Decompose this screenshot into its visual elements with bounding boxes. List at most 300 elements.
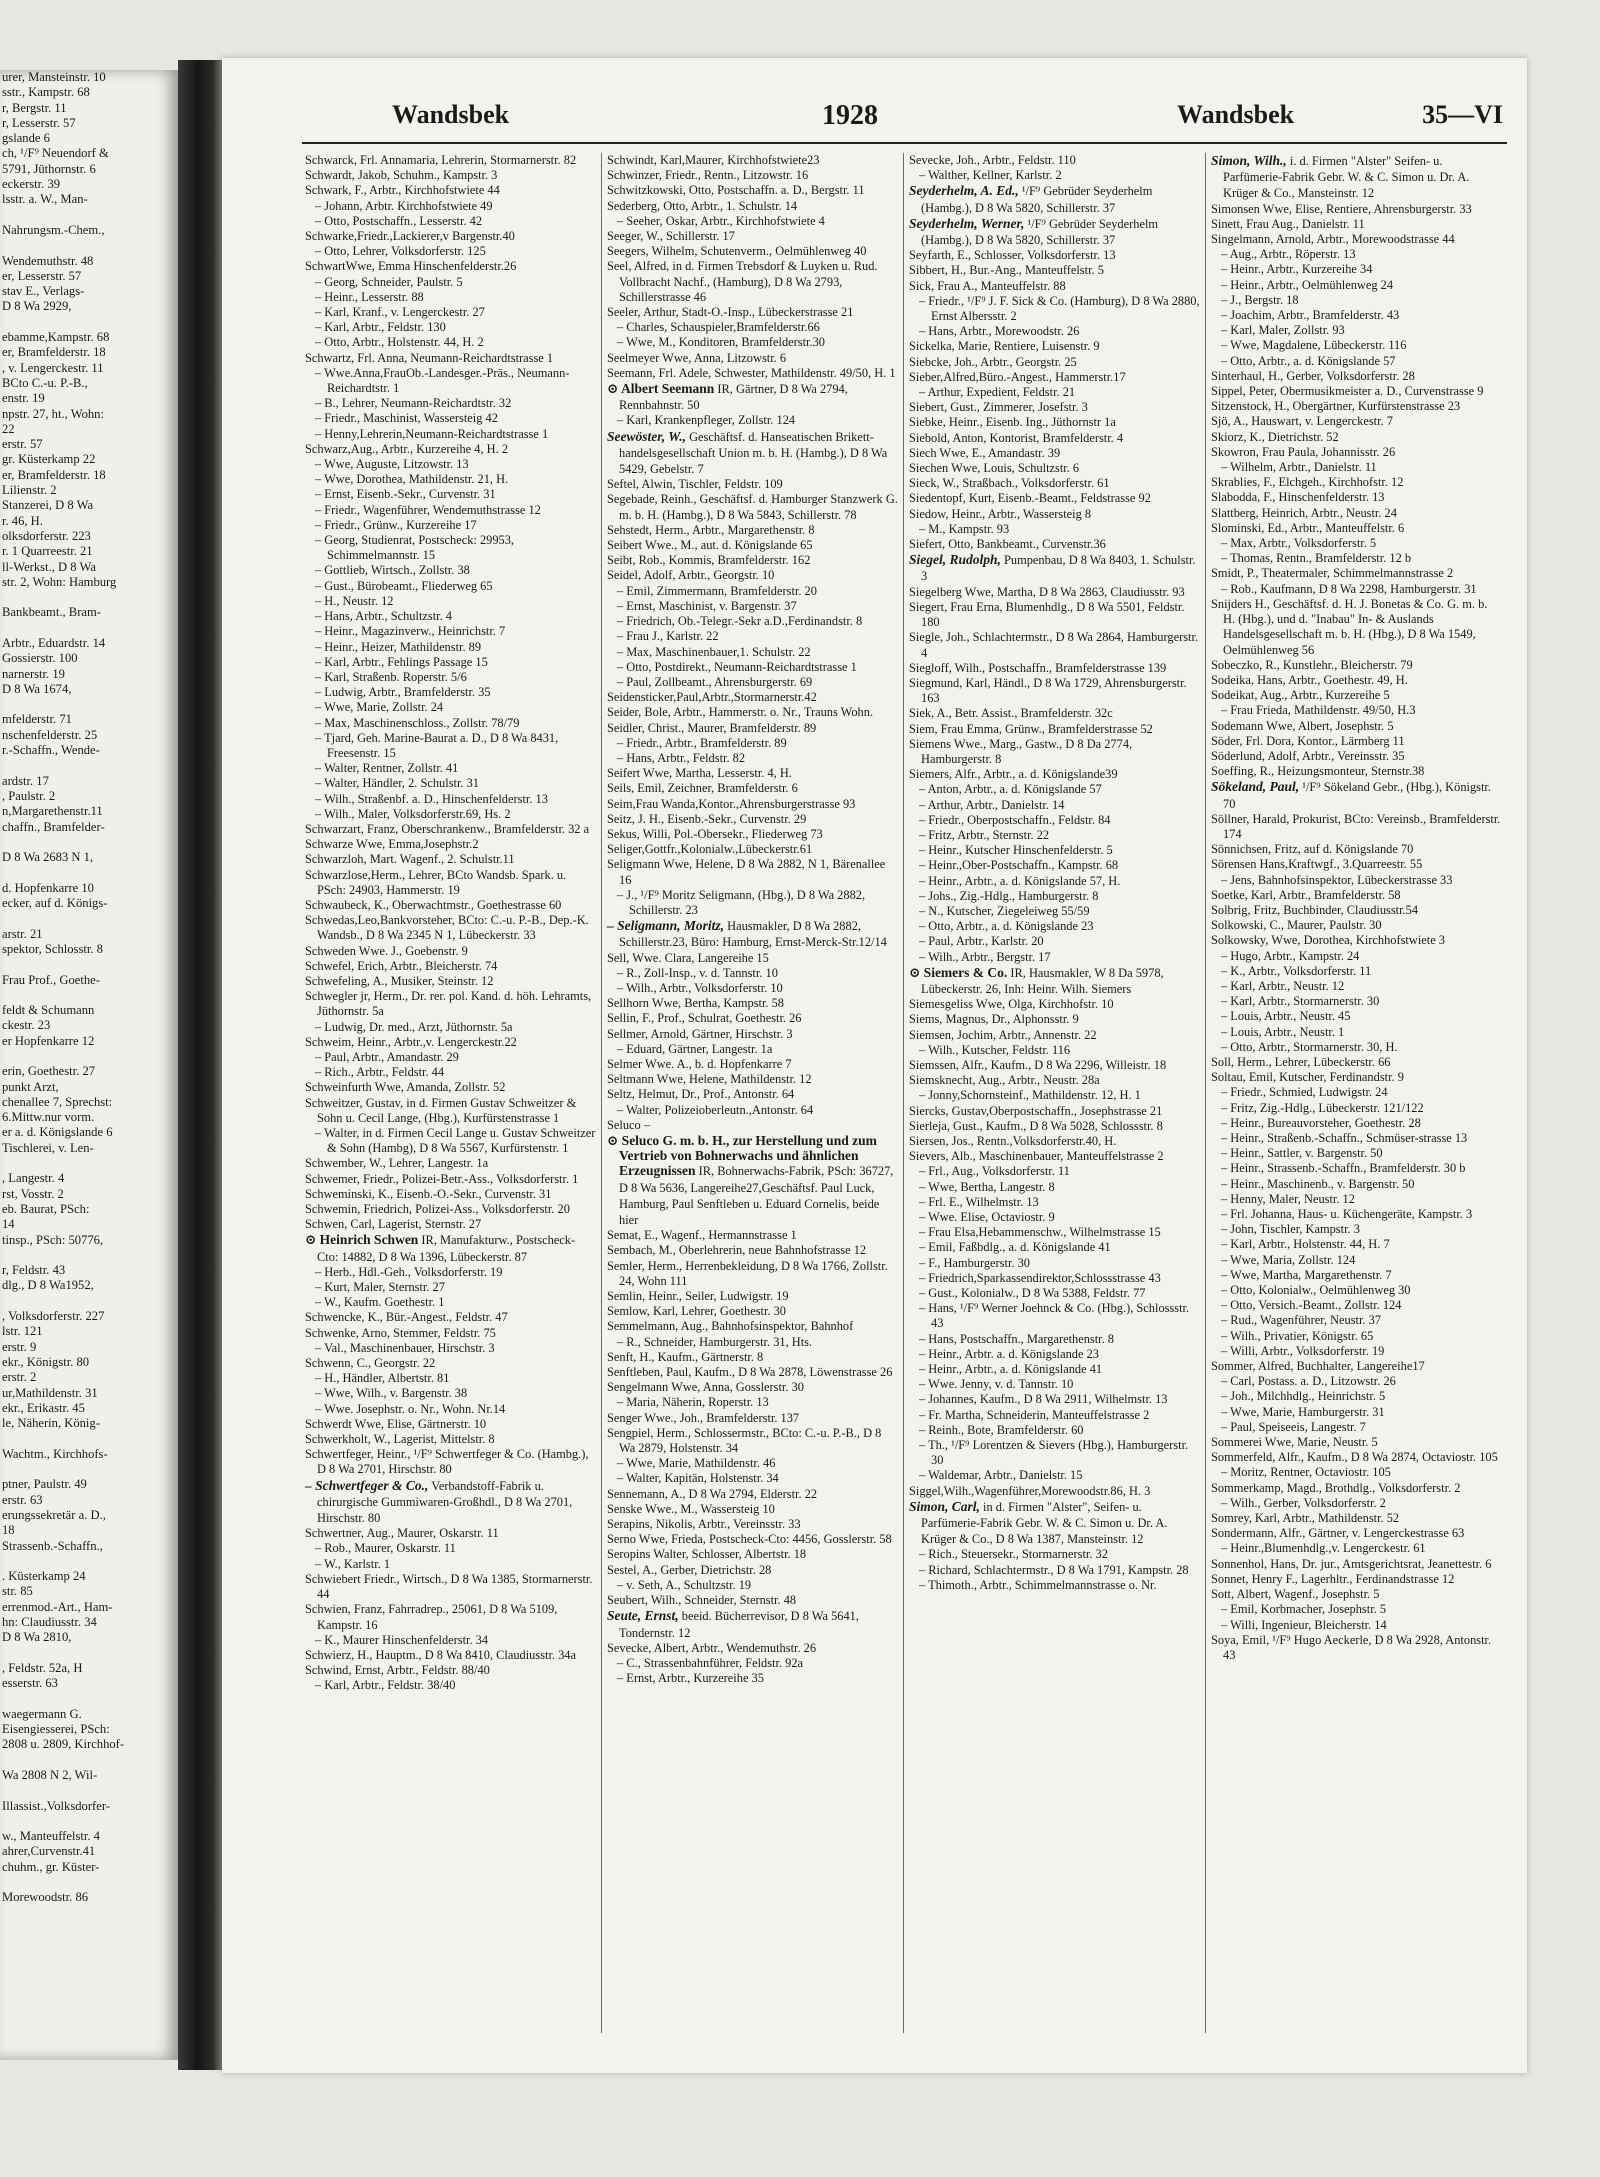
entry-name: – Heinr., Bureauvorsteher, Goethestr. 28	[1221, 1115, 1421, 1130]
entry-name: Schwerdt Wwe, Elise, Gärtnerstr. 10	[305, 1416, 487, 1431]
directory-entry	[909, 1332, 1200, 1347]
entry-name: Soya, Emil, ¹/F⁹ Hugo Aeckerle, D 8 Wa 2928, Antonstr. 43	[1211, 1632, 1492, 1662]
directory-entry	[607, 981, 898, 996]
directory-entry	[1211, 521, 1502, 536]
left-page-line: arstr. 21	[2, 926, 43, 941]
directory-entry	[1211, 1526, 1502, 1541]
directory-entry	[305, 1678, 596, 1693]
directory-entry	[305, 214, 596, 229]
directory-entry	[305, 807, 596, 822]
directory-entry	[909, 1271, 1200, 1286]
entry-name: – Karl, Maler, Zollstr. 93	[1221, 323, 1345, 338]
entry-name: Siegel, Rudolph,	[909, 552, 1001, 568]
left-page-line	[0, 1875, 178, 1890]
directory-entry	[607, 751, 898, 766]
directory-entry	[909, 1377, 1200, 1392]
directory-entry	[1211, 293, 1502, 308]
entry-name: – Wwe, Magdalene, Lübeckerstr. 116	[1221, 338, 1407, 353]
directory-entry	[305, 1417, 596, 1432]
directory-entry	[909, 552, 1200, 584]
directory-entry	[607, 305, 898, 320]
directory-entry	[305, 640, 596, 655]
directory-entry	[305, 518, 596, 533]
entry-name: Siebold, Anton, Kontorist, Bramfelderstr. 4	[909, 430, 1124, 445]
entry-name: Soltau, Emil, Kutscher, Ferdinandstr. 9	[1211, 1070, 1404, 1085]
directory-entry	[1211, 323, 1502, 338]
entry-name: Siebert, Gust., Zimmerer, Josefstr. 3	[909, 400, 1088, 415]
directory-entry	[607, 1593, 898, 1608]
left-page-line: mfelderstr. 71	[2, 712, 72, 727]
entry-name: Semlin, Heinr., Seiler, Ludwigstr. 19	[607, 1289, 789, 1304]
entry-name: Siebke, Heinr., Eisenb. Ing., Jüthornstr 1a	[909, 415, 1116, 430]
directory-entry	[607, 842, 898, 857]
directory-entry	[1211, 1146, 1502, 1161]
left-page-line	[0, 1248, 178, 1263]
directory-entry	[607, 645, 898, 660]
left-page-line	[0, 1294, 178, 1309]
directory-entry	[607, 599, 898, 614]
directory-entry	[607, 1502, 898, 1517]
entry-name: – Frau Frieda, Mathildenstr. 49/50, H.3	[1221, 703, 1416, 718]
left-page-line: er, Bramfelderstr. 18	[2, 467, 106, 482]
entry-name: Seemann, Frl. Adele, Schwester, Mathildenstr. 49/50, H. 1	[607, 365, 896, 380]
entry-name: – Wwe, Maria, Zollstr. 124	[1221, 1252, 1356, 1267]
left-page-line: , Paulstr. 2	[2, 788, 56, 803]
entry-name: Siercks, Gustav,Oberpostschaffn., Josephstrasse 21	[909, 1103, 1163, 1118]
entry-details: IR, Gärtner, D 8 Wa 2794, Rennbahnstr. 50	[619, 382, 848, 413]
entry-name: – R., Schneider, Hamburgerstr. 31, Hts.	[617, 1334, 813, 1349]
entry-name: – Rob., Kaufmann, D 8 Wa 2298, Hamburgerstr. 31	[1221, 581, 1477, 596]
directory-entry	[1211, 1268, 1502, 1283]
entry-name: – Karl, Arbtr., Holstenstr. 44, H. 7	[1221, 1237, 1390, 1252]
entry-name: Sehstedt, Herm., Arbtr., Margarethenstr. 8	[607, 522, 815, 537]
directory-entry	[607, 523, 898, 538]
directory-entry	[607, 168, 898, 183]
directory-entry	[305, 1447, 596, 1477]
entry-name: Sellin, F., Prof., Schulrat, Goethestr. 26	[607, 1011, 802, 1026]
entry-name: Semmelmann, Aug., Bahnhofsinspektor, Bahnhof	[607, 1319, 854, 1334]
entry-name: – Jens, Bahnhofsinspektor, Lübeckerstrasse 33	[1221, 872, 1453, 887]
directory-entry	[1211, 1207, 1502, 1222]
entry-name: – Fritz, Arbtr., Sternstr. 22	[919, 827, 1050, 842]
directory-entry	[305, 153, 596, 168]
directory-entry	[607, 614, 898, 629]
entry-name: Schwertner, Aug., Maurer, Oskarstr. 11	[305, 1526, 499, 1541]
entry-name: – Heinr., Arbtr., a. d. Königslande 57, H.	[919, 873, 1121, 888]
entry-name: – Friedr., Arbtr., Bramfelderstr. 89	[617, 735, 787, 750]
left-page-line: gr. Küsterkamp 22	[2, 452, 96, 467]
directory-entry	[305, 427, 596, 442]
directory-entry	[305, 442, 596, 457]
directory-entry	[607, 1532, 898, 1547]
directory-entry	[305, 913, 596, 943]
directory-entry	[909, 1438, 1200, 1468]
entry-name: – Karl, Arbtr., Feldstr. 130	[315, 320, 446, 335]
directory-entry	[1211, 202, 1502, 217]
left-page-line: D 8 Wa 2683 N 1,	[2, 850, 94, 865]
entry-name: Sodemann Wwe, Albert, Josephstr. 5	[1211, 718, 1394, 733]
directory-entry	[607, 1395, 898, 1410]
entry-name: Sievers, Alb., Maschinenbauer, Manteuffelstrasse 2	[909, 1149, 1164, 1164]
entry-name: – Carl, Postass. a. D., Litzowstr. 26	[1221, 1374, 1396, 1389]
entry-name: – Ernst, Eisenb.-Sekr., Curvenstr. 31	[315, 487, 496, 502]
entry-name: – Friedr., Grünw., Kurzereihe 17	[315, 517, 477, 532]
directory-entry	[607, 335, 898, 350]
entry-name: – Eduard, Gärtner, Langestr. 1a	[617, 1041, 773, 1056]
left-page-line: lstr. 121	[2, 1324, 43, 1339]
directory-entry	[1211, 1541, 1502, 1556]
directory-entry	[909, 476, 1200, 491]
left-page-line	[0, 911, 178, 926]
left-page-line: dlg., D 8 Wa1952,	[2, 1278, 94, 1293]
directory-entry	[305, 1232, 596, 1264]
directory-entry	[607, 1641, 898, 1656]
entry-name: ⊙ Siemers & Co.	[909, 964, 1008, 980]
directory-entry	[909, 1195, 1200, 1210]
entry-name: – Otto, Arbtr., Stormarnerstr. 30, H.	[1221, 1039, 1398, 1054]
entry-name: Schwarzloh, Mart. Wagenf., 2. Schulstr.11	[305, 852, 515, 867]
entry-details: ¹/F⁹ Gebrüder Seyderhelm (Hambg.), D 8 Wa 5820, Schillerstr. 37	[921, 216, 1159, 248]
directory-entry	[909, 1058, 1200, 1073]
directory-entry	[607, 766, 898, 781]
entry-name: – Louis, Arbtr., Neustr. 45	[1221, 1009, 1351, 1024]
entry-name: – Fr. Martha, Schneiderin, Manteuffelstrasse 2	[919, 1407, 1150, 1422]
entry-name: – Johs., Zig.-Hdlg., Hamburgerstr. 8	[919, 888, 1099, 903]
entry-name: – Heinr., Heizer, Mathildenstr. 89	[315, 639, 482, 654]
directory-entry	[607, 1517, 898, 1532]
directory-entry	[1211, 597, 1502, 658]
left-page-line: . Küsterkamp 24	[2, 1569, 86, 1584]
directory-entry	[909, 919, 1200, 934]
directory-entry	[305, 989, 596, 1019]
left-page-line: urer, Mansteinstr. 10	[2, 70, 106, 84]
directory-entry	[607, 1608, 898, 1640]
entry-name: – Louis, Arbtr., Neustr. 1	[1221, 1024, 1345, 1039]
entry-name: – Wwe, Marie, Zollstr. 24	[315, 700, 444, 715]
entry-name: Schwenn, C., Georgstr. 22	[305, 1356, 436, 1371]
entry-name: – Karl, Arbtr., Fehlings Passage 15	[315, 654, 488, 669]
entry-name: Seropins Walter, Schlosser, Albertstr. 18	[607, 1547, 807, 1562]
entry-name: – Otto, Kolonialw., Oelmühlenweg 30	[1221, 1283, 1411, 1298]
directory-entry	[1211, 369, 1502, 384]
directory-entry	[305, 366, 596, 396]
directory-page	[222, 58, 1527, 2073]
left-page-line: le, Näherin, König-	[2, 1416, 100, 1431]
directory-entry	[909, 1104, 1200, 1119]
directory-entry	[909, 522, 1200, 537]
directory-entry	[305, 1265, 596, 1280]
directory-entry	[607, 413, 898, 428]
entry-details: ¹/F⁹ Sökeland Gebr., (Hbg.), Königstr. 70	[1223, 780, 1491, 811]
left-page-line: er a. d. Königslande 6	[2, 1125, 113, 1140]
entry-name: Schwemin, Friedrich, Polizei-Ass., Volksdorferstr. 20	[305, 1202, 570, 1217]
entry-name: Simon, Carl,	[909, 1498, 980, 1514]
entry-name: – Charles, Schauspieler,Bramfelderstr.66	[617, 320, 820, 335]
entry-name: – F., Hamburgerstr. 30	[919, 1255, 1030, 1270]
entry-name: – Georg, Schneider, Paulstr. 5	[315, 274, 463, 289]
entry-name: Sembach, M., Oberlehrerin, neue Bahnhofstrasse 12	[607, 1243, 867, 1258]
directory-entry	[909, 370, 1200, 385]
entry-name: – Heinr., Arbtr. a. d. Königslande 23	[919, 1346, 1099, 1361]
entry-name: – Hans, ¹/F⁹ Werner Joehnck & Co. (Hbg.), Schlossstr. 43	[919, 1301, 1190, 1331]
directory-entry	[1211, 566, 1502, 581]
entry-name: Schwarke,Friedr.,Lackierer,v Bargenstr.40	[305, 229, 515, 244]
left-page-line: gslande 6	[2, 131, 50, 146]
directory-entry	[607, 1072, 898, 1087]
entry-name: – Wwe, Auguste, Litzowstr. 13	[315, 457, 469, 472]
directory-entry	[1211, 1374, 1502, 1389]
directory-entry	[305, 1156, 596, 1171]
left-page-line	[0, 1431, 178, 1446]
directory-entry	[909, 168, 1200, 183]
directory-entry	[909, 1240, 1200, 1255]
entry-name: – Wwe, M., Konditoren, Bramfelderstr.30	[617, 335, 825, 350]
entry-name: Sonnenhol, Hans, Dr. jur., Amtsgerichtsrat, Jeanettestr. 6	[1211, 1556, 1492, 1571]
directory-entry	[1211, 964, 1502, 979]
entry-name: – Val., Maschinenbauer, Hirschstr. 3	[315, 1340, 495, 1355]
entry-name: – Wwe, Dorothea, Mathildenstr. 21, H.	[315, 472, 509, 487]
entry-name: Skowron, Frau Paula, Johannisstr. 26	[1211, 444, 1396, 459]
entry-name: Seyderhelm, Werner,	[909, 215, 1025, 231]
directory-entry	[1211, 1070, 1502, 1085]
entry-details: Geschäftsf. d. Hanseatischen Brikett-handelsgesellschaft Union m. b. H. (Hambg.), D 8 Wa 5429, Gebelstr. 7	[619, 429, 888, 477]
entry-name: Semler, Herm., Herrenbekleidung, D 8 Wa 1766, Zollstr. 24, Wohn 111	[607, 1258, 888, 1288]
directory-entry	[909, 600, 1200, 630]
directory-entry	[607, 827, 898, 842]
directory-entry	[607, 1243, 898, 1258]
entry-name: Siegelberg Wwe, Martha, D 8 Wa 2863, Claudiusstr. 93	[909, 584, 1185, 599]
entry-name: Seyderhelm, A. Ed.,	[909, 183, 1019, 199]
directory-entry	[909, 767, 1200, 782]
left-page-line: 18	[2, 1523, 15, 1538]
left-page-line: waegermann G.	[2, 1706, 82, 1721]
directory-entry	[607, 1289, 898, 1304]
directory-entry	[607, 214, 898, 229]
directory-entry	[305, 1080, 596, 1095]
left-page-line: er, Lesserstr. 57	[2, 268, 82, 283]
directory-entry	[607, 351, 898, 366]
entry-name: – v. Seth, A., Schultzstr. 19	[617, 1577, 752, 1592]
directory-entry	[305, 1295, 596, 1310]
directory-entry	[1211, 1329, 1502, 1344]
directory-entry	[909, 1210, 1200, 1225]
entry-name: Sellhorn Wwe, Bertha, Kampstr. 58	[607, 996, 784, 1011]
entry-name: Siemsknecht, Aug., Arbtr., Neustr. 28a	[909, 1073, 1100, 1088]
entry-name: ⊙ Albert Seemann	[607, 381, 715, 397]
entry-name: Schwien, Franz, Fahrradrep., 25061, D 8 Wa 5109, Kampstr. 16	[305, 1602, 558, 1632]
entry-name: Senftleben, Paul, Kaufm., D 8 Wa 2878, Löwenstrasse 26	[607, 1365, 893, 1380]
left-page-line: tinsp., PSch: 50776,	[2, 1232, 104, 1247]
directory-entry	[305, 396, 596, 411]
entry-name: Soll, Herm., Lehrer, Lübeckerstr. 66	[1211, 1054, 1391, 1069]
directory-entry	[1211, 1055, 1502, 1070]
entry-name: Sjö, A., Hauswart, v. Lengerckestr. 7	[1211, 414, 1393, 429]
left-page-line: str. 2, Wohn: Hamburg	[2, 574, 117, 589]
entry-name: Sekus, Willi, Pol.-Obersekr., Fliederweg 73	[607, 826, 823, 841]
directory-entry	[305, 1356, 596, 1371]
directory-entry	[909, 1225, 1200, 1240]
directory-entry	[305, 1541, 596, 1556]
left-page-line: ckestr. 23	[2, 1018, 51, 1033]
directory-entry	[909, 1392, 1200, 1407]
entry-name: Schwark, F., Arbtr., Kirchhofstwiete 44	[305, 183, 500, 198]
entry-name: Söder, Frl. Dora, Kontor., Lärmberg 11	[1211, 733, 1405, 748]
entry-name: – Rich., Arbtr., Feldstr. 44	[315, 1065, 445, 1080]
left-page-line: ecker, auf d. Königs-	[2, 896, 108, 911]
directory-entry	[1211, 857, 1502, 872]
left-page-line: w., Manteuffelstr. 4	[2, 1829, 100, 1844]
entry-name: Schweitzer, Gustav, in d. Firmen Gustav Schweitzer & Sohn u. Cecil Lange, (Hbg.), Kurfürstenstrasse 1	[305, 1095, 577, 1125]
header-page-number: 35—VI	[1422, 100, 1503, 129]
directory-entry	[1211, 153, 1502, 202]
left-page-line	[0, 1691, 178, 1706]
left-page-line: npstr. 27, ht., Wohn:	[2, 406, 104, 421]
left-page-line: rst, Vosstr. 2	[2, 1186, 64, 1201]
left-page-line: esserstr. 63	[2, 1676, 58, 1691]
entry-details: Hausmakler, D 8 Wa 2882, Schillerstr.23, Büro: Hamburg, Ernst-Merck-Str.12/14	[619, 919, 887, 950]
entry-name: Solkowsky, Wwe, Dorothea, Kirchhofstwiete 3	[1211, 933, 1445, 948]
left-page-line: enstr. 19	[2, 391, 45, 406]
entry-name: Schwefeling, A., Musiker, Steinstr. 12	[305, 973, 494, 988]
directory-entry	[1211, 1222, 1502, 1237]
directory-entry	[305, 1572, 596, 1602]
left-page-line: D 8 Wa 2810,	[2, 1630, 72, 1645]
directory-entry	[1211, 536, 1502, 551]
directory-entry	[305, 1096, 596, 1126]
entry-name: – Friedr., Maschinist, Wassersteig 42	[315, 411, 498, 426]
entry-name: Schwarzlose,Herm., Lehrer, BCto Wandsb. Spark. u. PSch: 24903, Hammerstr. 19	[305, 867, 567, 897]
directory-entry	[607, 259, 898, 305]
entry-name: – Friedrich, Ob.-Telegr.-Sekr a.D.,Ferdinandstr. 8	[617, 614, 863, 629]
left-page-line: Nahrungsm.-Chem.,	[2, 222, 105, 237]
entry-name: Siemssen, Alfr., Kaufm., D 8 Wa 2296, Willeistr. 18	[909, 1057, 1167, 1072]
directory-entry	[607, 1426, 898, 1456]
entry-name: Singelmann, Arnold, Arbtr., Morewoodstrasse 44	[1211, 232, 1455, 247]
directory-entry	[607, 477, 898, 492]
left-page-line: str. 85	[2, 1584, 33, 1599]
entry-name: – H., Händler, Albertstr. 81	[315, 1371, 450, 1386]
entry-name: Schweinfurth Wwe, Amanda, Zollstr. 52	[305, 1080, 506, 1095]
directory-entry	[909, 1468, 1200, 1483]
directory-entry	[607, 1411, 898, 1426]
directory-entry	[607, 675, 898, 690]
directory-entry	[1211, 1572, 1502, 1587]
directory-entry	[607, 1133, 898, 1228]
directory-entry	[1211, 384, 1502, 399]
entry-name: – Kurt, Maler, Sternstr. 27	[315, 1280, 445, 1295]
directory-entry	[1211, 1587, 1502, 1602]
entry-name: Schweden Wwe. J., Goebenstr. 9	[305, 943, 468, 958]
directory-entry	[1211, 903, 1502, 918]
left-page-line	[0, 957, 178, 972]
entry-name: – Friedrich,Sparkassendirektor,Schlossstrasse 43	[919, 1270, 1161, 1285]
entry-name: – John, Tischler, Kampstr. 3	[1221, 1222, 1360, 1237]
entry-name: – K., Arbtr., Volksdorferstr. 11	[1221, 963, 1372, 978]
entry-details: in d. Firmen "Alster", Seifen- u. Parfümerie-Fabrik Gebr. W. & C. Simon u. Dr. A. Krüger & Co., D 8 Wa 1387, Mansteinstr. 12	[921, 1499, 1168, 1547]
entry-name: – Frl. E., Wilhelmstr. 13	[919, 1194, 1039, 1209]
entry-name: Siegmund, Karl, Händl., D 8 Wa 1729, Ahrensburgerstr. 163	[909, 675, 1187, 706]
directory-entry	[607, 736, 898, 751]
left-page-line	[0, 1783, 178, 1798]
directory-entry	[305, 1402, 596, 1417]
entry-name: Seim,Frau Wanda,Kontor.,Ahrensburgerstrasse 93	[607, 796, 856, 811]
directory-entry	[909, 843, 1200, 858]
directory-entry	[607, 1656, 898, 1671]
left-page-line: 22	[2, 421, 15, 436]
directory-entry	[1211, 308, 1502, 323]
directory-entry	[305, 655, 596, 670]
entry-name: Seltz, Helmut, Dr., Prof., Antonstr. 64	[607, 1087, 795, 1102]
directory-entry	[909, 676, 1200, 706]
entry-name: Siemens Wwe., Marg., Gastw., D 8 Da 2774, Hamburgerstr. 8	[909, 736, 1133, 766]
directory-entry	[909, 813, 1200, 828]
left-page-line: olksdorferstr. 223	[2, 528, 91, 543]
directory-entry	[607, 1578, 898, 1593]
directory-entry	[607, 1118, 898, 1133]
page-header	[302, 100, 1503, 140]
left-page-line: ll-Werkst., D 8 Wa	[2, 559, 96, 574]
entry-name: – Maria, Näherin, Roperstr. 13	[617, 1395, 769, 1410]
entry-name: Schwenke, Arno, Stemmer, Feldstr. 75	[305, 1325, 496, 1340]
left-page-line: r, Bergstr. 11	[2, 100, 67, 115]
header-year: 1928	[822, 100, 878, 131]
entry-name: Soeffing, R., Heizungsmonteur, Sternstr.38	[1211, 764, 1425, 779]
directory-entry	[909, 279, 1200, 294]
entry-name: – Heinr., Straßenb.-Schaffn., Schmüser-strasse 13	[1221, 1131, 1468, 1145]
directory-entry	[1211, 490, 1502, 505]
directory-entry	[305, 1371, 596, 1386]
entry-name: Siem, Frau Emma, Grünw., Bramfelderstrasse 52	[909, 721, 1153, 736]
entry-name: – Otto, Arbtr., a. d. Königslande 57	[1221, 353, 1396, 368]
entry-name: Seewöster, W.,	[607, 428, 687, 444]
left-page-line	[0, 315, 178, 330]
directory-entry	[305, 259, 596, 274]
directory-entry	[305, 837, 596, 852]
directory-entry	[1211, 551, 1502, 566]
directory-entry	[305, 959, 596, 974]
left-page-line: Gossierstr. 100	[2, 651, 78, 666]
directory-entry	[1211, 888, 1502, 903]
directory-entry	[1211, 979, 1502, 994]
left-page-line: er Hopfenkarre 12	[2, 1033, 95, 1048]
directory-entry	[1211, 1435, 1502, 1450]
left-page-line	[0, 1462, 178, 1477]
entry-name: – Joh., Milchhdlg., Heinrichstr. 5	[1221, 1389, 1386, 1404]
entry-name: Schwarck, Frl. Annamaria, Lehrerin, Stormarnerstr. 82	[305, 153, 577, 167]
entry-name: Selmer Wwe. A., b. d. Hopfenkarre 7	[607, 1056, 792, 1071]
entry-name: Siersen, Jos., Rentn.,Volksdorferstr.40, H.	[909, 1134, 1117, 1148]
entry-name: – Wilh., Straßenbf. a. D., Hinschenfelderstr. 13	[315, 791, 548, 806]
entry-name: Sommerfeld, Alfr., Kaufm., D 8 Wa 2874, Octaviostr. 105	[1211, 1450, 1498, 1465]
entry-name: Sommerei Wwe, Marie, Neustr. 5	[1211, 1435, 1378, 1450]
directory-entry	[1211, 399, 1502, 414]
entry-name: Schwemer, Friedr., Polizei-Betr.-Ass., Volksdorferstr. 1	[305, 1171, 579, 1186]
entry-name: Slattberg, Heinrich, Arbtr., Neustr. 24	[1211, 505, 1397, 520]
directory-entry	[305, 716, 596, 731]
entry-name: – Heinr., Arbtr., Kurzereihe 34	[1221, 262, 1373, 277]
entry-name: – Georg, Studienrat, Postscheck: 29953, Schimmelmannstr. 15	[315, 533, 515, 563]
directory-entry	[305, 503, 596, 518]
directory-entry	[305, 670, 596, 685]
entry-name: Senger Wwe., Joh., Bramfelderstr. 137	[607, 1410, 800, 1425]
left-page-line: nschenfelderstr. 25	[2, 727, 98, 742]
entry-name: Siggel,Wilh.,Wagenführer,Morewoodstr.86, H. 3	[909, 1483, 1151, 1498]
directory-entry	[909, 400, 1200, 415]
directory-entry	[1211, 734, 1502, 749]
entry-name: Seibert Wwe., M., aut. d. Königslande 65	[607, 538, 813, 553]
directory-entry	[607, 721, 898, 736]
entry-name: Seider, Bole, Arbtr., Hammerstr. o. Nr., Trauns Wohn.	[607, 705, 874, 720]
